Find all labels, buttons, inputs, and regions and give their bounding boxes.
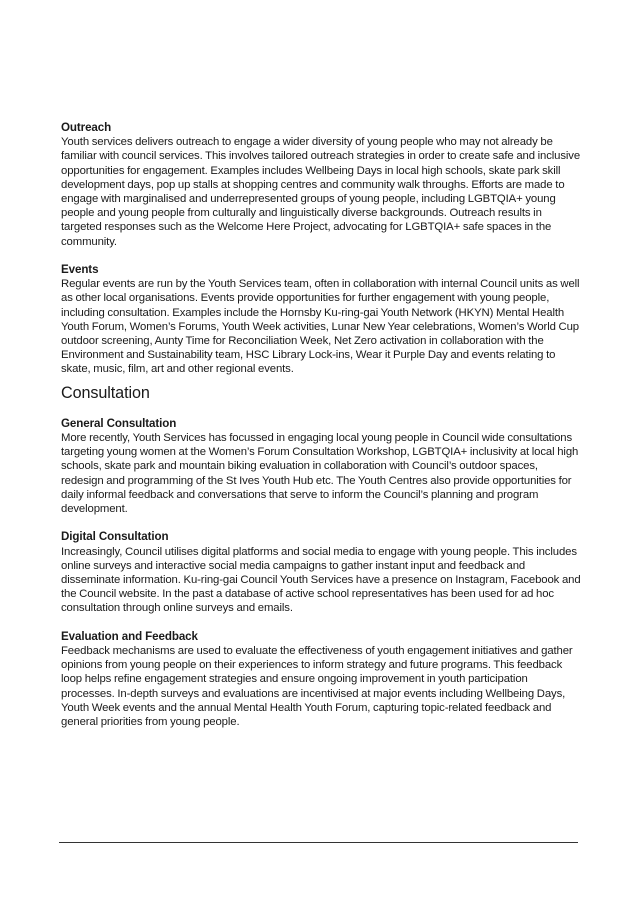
spacer (61, 616, 581, 630)
general-consultation-heading: General Consultation (61, 416, 177, 430)
events-heading: Events (61, 263, 99, 277)
spacer (61, 403, 581, 417)
digital-consultation-paragraph: Increasingly, Council utilises digital platforms and social media to engage with young people. This includes online surveys and interactive social media campaigns to gather instant input and feedback and disseminate information. Ku-ring-gai Council Youth Services have a presence on Instagram, Facebook and the Council website. In the past a database of active school representatives has been used for ad hoc consultation through online surveys and emails. (61, 545, 581, 615)
digital-consultation-section (61, 530, 581, 615)
outreach-heading: Outreach (61, 121, 112, 134)
general-consultation-paragraph: More recently, Youth Services has focussed in engaging local young people in Council wide consultations targeting young women at the Women’s Forum Consultation Workshop, LGBTQIA+ inclusivity at local high schools, skate park and mountain biking evaluation in collaboration with Council’s outdoor spaces, redesign and programming of the St Ives Youth Hub etc. The Youth Centres also provide opportunities for daily informal feedback and conversations that serve to inform the Council’s planning and program development. (61, 432, 579, 516)
evaluation-paragraph: Feedback mechanisms are used to evaluate the effectiveness of youth engagement initiatives and gather opinions from young people on their experiences to inform strategy and future programs. This feedback loop helps refine engagement strategies and ensure ongoing improvement in youth participation processes. In-depth surveys and evaluations are incentivised at major events including Wellbeing Days, Youth Week events and the annual Mental Health Youth Forum, capturing topic-related feedback and general priorities from young people. (61, 645, 573, 729)
document-page (61, 121, 581, 729)
evaluation-heading: Evaluation and Feedback (61, 629, 198, 643)
outreach-paragraph: Youth services delivers outreach to engage a wider diversity of young people who may not already be familiar with council services. This involves tailored outreach strategies in order to create safe and inclusive opportunities for engagement. Examples includes Wellbeing Days in local high schools, skate park skill development days, pop up stalls at shopping centres and community walk throughs. Efforts are made to engage with marginalised and underrepresented groups of young people, including LGBTQIA+ young people and young people from culturally and linguistically diverse backgrounds. Outreach results in targeted responses such as the Welcome Here Project, advocating for LGBTQIA+ safe spaces in the community. (61, 136, 581, 248)
spacer (61, 516, 581, 530)
evaluation-section (61, 630, 581, 729)
outreach-section (61, 121, 581, 249)
digital-consultation-heading: Digital Consultation (61, 530, 169, 544)
general-consultation-section (61, 417, 581, 516)
events-paragraph: Regular events are run by the Youth Services team, often in collaboration with internal Council units as well as other local organisations. Events provide opportunities for further engagement with young people, including consultation. Examples include the Hornsby Ku-ring-gai Youth Network (HKYN) Mental Health Youth Forum, Women’s Forums, Youth Week activities, Lunar New Year celebrations, Women’s World Cup outdoor screening, Aunty Time for Reconciliation Week, Net Zero activation in collaboration with the Environment and Sustainability team, HSC Library Lock-ins, Wear it Purple Day and events relating to skate, music, film, art and other regional events. (61, 278, 580, 376)
events-section (61, 263, 581, 377)
spacer (61, 249, 581, 263)
footer-divider (59, 842, 578, 843)
consultation-heading: Consultation (61, 383, 150, 402)
